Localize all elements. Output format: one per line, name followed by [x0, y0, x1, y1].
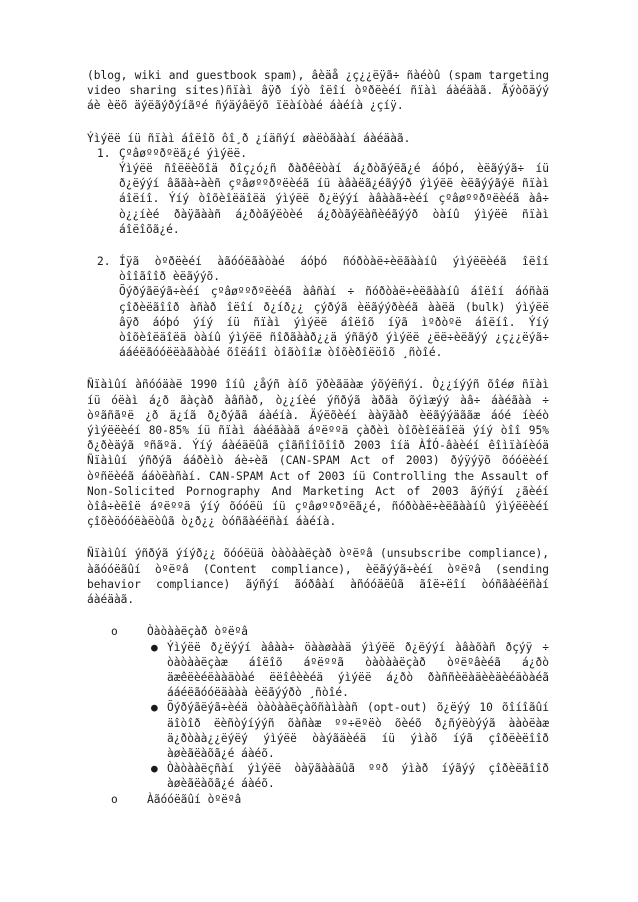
list-item-1 — [87, 146, 549, 237]
paragraph-history: Ñïàìûí àñóóäàë 1990 îíû ¿åýñ àíõ ÿðèãäàæ ýõýëñýí. Ò¿¿íýýñ õîéø ñïàì íü óëàì á¿ð ãàçàð àâñàð, ò¿¿íèé ýñðýã àðãà õýìæýý àâ÷ áàéãàà ÷ òºãñãºë ¿ð ä¿íã ð¿ðýãã áàéíà. Äýëõèéí ààÿãàð èëãýýäããæ áóé íèéò ýìýëëèéí 80-85% íü ñïàì áàéãààã áºëººä çàðèì òîõèîëäîëä ýíý òîî 95% ð¿ðèäýã ºñãºä. Ýíý áàéäëûã çîãñîîõîîð 2003 îíä ÀÍÓ-âàèéí êîìïàíèóä Ñïàìûí ýñðýã ááðèìò áè÷èã (CAN-SPAM Act of 2003) ðýÿýÿõ õóóëèéí òºñëèéã ááòëàñàí. CAN-SPAM Act of 2003 íü Controlling the Assault of Non-Solicited Pornography And Marketing Act of 2003 ãýñýí ¿ãèéí òîâ÷èëîë áºëººä ýíý õóóëü íü çºâøººðºëã¿é, ñóðòàë÷èëãààíû ýìýëëèéí çîõèöóóëàëòûã ò¿ð¿¿ òóñãàéëñàí áàéíà. — [87, 378, 549, 529]
document-body — [87, 68, 549, 807]
paragraph-spam-reasons: Ýìýëë íü ñïàì áîëîõ ôî¸ð ¿íäñýí øàëòãààí áàéäàã. — [87, 131, 411, 145]
bullet-dot-icon: ● — [151, 640, 158, 654]
bullet-dot-icon: ● — [151, 762, 158, 776]
list-item-text: Õýðýãëýã÷èéí çºâøººðºëèéã àâñàí ÷ ñóðòàë÷èëãààíû áîëîí áóñàä çîðèëãîîð àñàð îëîí ð¿íð¿¿ çýðýã èëãýýðèéã ààëä (bulk) ýìýëë âÿð áóþó ýíý íü ñïàì ýìýëë áîëîõ íÿã ìºðòºë áîëíî. Ýíý òîõèîëäîëä òàíû ýìýëë ñîðãààð¿¿ä ýñãýð ýìýëë ¿ëë÷èëãýý ¿ç¿¿ëýã÷ ááéëãóóëëàãàòàé õîëáîî òîãòîîæ òîõèðîëöîõ ¸ñòîé. — [119, 285, 549, 360]
bullet-dot-icon: ● — [151, 701, 158, 715]
paragraph-intro: (blog, wiki and guestbook spam), âèäå ¿ç¿¿ëÿã÷ ñàéòû (spam targeting video sharing sites)ñïàì âÿð íýò îëîí òºðëèéí ñïàì áàéäàã. Ãýòõäýý áè èëõ äýëãýðýíãºé ñýäýâëýõ ïëàíòàé áàéíà ¿çíÿ. — [87, 69, 549, 113]
list-number: 1. — [97, 146, 111, 160]
hollow-bullet-icon: o — [111, 792, 118, 806]
paragraph-compliance: Ñïàìûí ýñðýã ýíýð¿¿ õóóëüä òàòààëçàð òºëºâ (unsubscribe compliance), àãóóëãûí òºëºâ (Content compliance), èëãýýã÷èéí òºëºâ (sending behavior compliance) ãýñýí ãóðâàí àñóóäëûã ãîë÷ëîí òóñãàéëñàí áàéäàã. — [87, 547, 549, 607]
bullet-item — [147, 700, 549, 761]
hollow-bullet-icon: o — [111, 625, 118, 639]
bullet-item — [147, 640, 549, 701]
list-item-text: Ýìýëë ñîëëèõîä ðîç¿ó¿ñ ðàðêëòàí á¿ðòãýëã¿é áóþó, èëãýýã÷ íü ð¿ëýýí âããà÷àèñ çºâøººðºëèéã íü àâàëã¿éãýýð ýìýëë èëãýýãýë ñïàì áîëíî. Ýíý òîõèîëäîëä ýìýëë ð¿ëýýí àâààã÷èéí çºâøººðºëèéã àâ÷ ò¿¿íèé ðàÿãààñ á¿ðòãýëòèé á¿ðòãýëàñèéãýýð òàíû ýìýëë ñïàì áîëîõã¿é. — [119, 162, 549, 236]
numbered-list — [87, 146, 549, 361]
sublist-item-2 — [87, 792, 549, 807]
bullet-text: Òàòààëçñàí ýìýëë òàÿãààäûã ººð ýìàð íýãýý çîðèëãîîð àøèãëàõã¿é áàéõ. — [167, 762, 549, 791]
sublist-title: Òàòààëçàð òºëºâ — [147, 625, 249, 639]
sublist-item-1 — [87, 624, 549, 791]
bullet-item — [147, 761, 549, 791]
list-number: 2. — [97, 255, 111, 269]
list-item-heading: Íÿã òºðëèéí àãóóëãàòàé áóþó ñóðòàë÷èëãààíû ýìýëëèéã îëîí òîîãîîð èëãýýõ. — [119, 255, 549, 284]
bullet-text: Õýðýãëýã÷èéä òàòààëçàõñàìààñ (opt-out) õ¿ëýý 10 õîíîãûí äîòîð ëèñòýíýýñ õàñàæ ºº÷ëºëò õèéõ ð¿ñýëòýýã ààòëàæ ä¿ðòàà¿¿ëýëý ýìýëë òàýãäèéä íü ýìàõ íýã çîðëèëîîð àøèãëàõã¿é áàéõ. — [167, 701, 549, 760]
list-item-2 — [87, 254, 549, 360]
bullet-text: Ýìýëë ð¿ëýýí àâàà÷ öààøààä ýìýëë ð¿ëýýí àâàõàñ ðçýÿ ÷ òàòààëçàæ áîëîõ áºëººã òàòààëçàð òºëºâèéã á¿ðò äæêëèéëààäòàé ëëîêèèéä ýìýëë á¿ðò ðàññèëàäèèäèéäòàéã ááéëãóóëäààà èëãýýðò ¸ñòîé. — [167, 640, 549, 700]
sublist-title: Àãóóëãûí òºëºâ — [147, 792, 242, 806]
list-item-heading: Çºâøººðºëã¿é ýìýëë. — [119, 146, 247, 160]
